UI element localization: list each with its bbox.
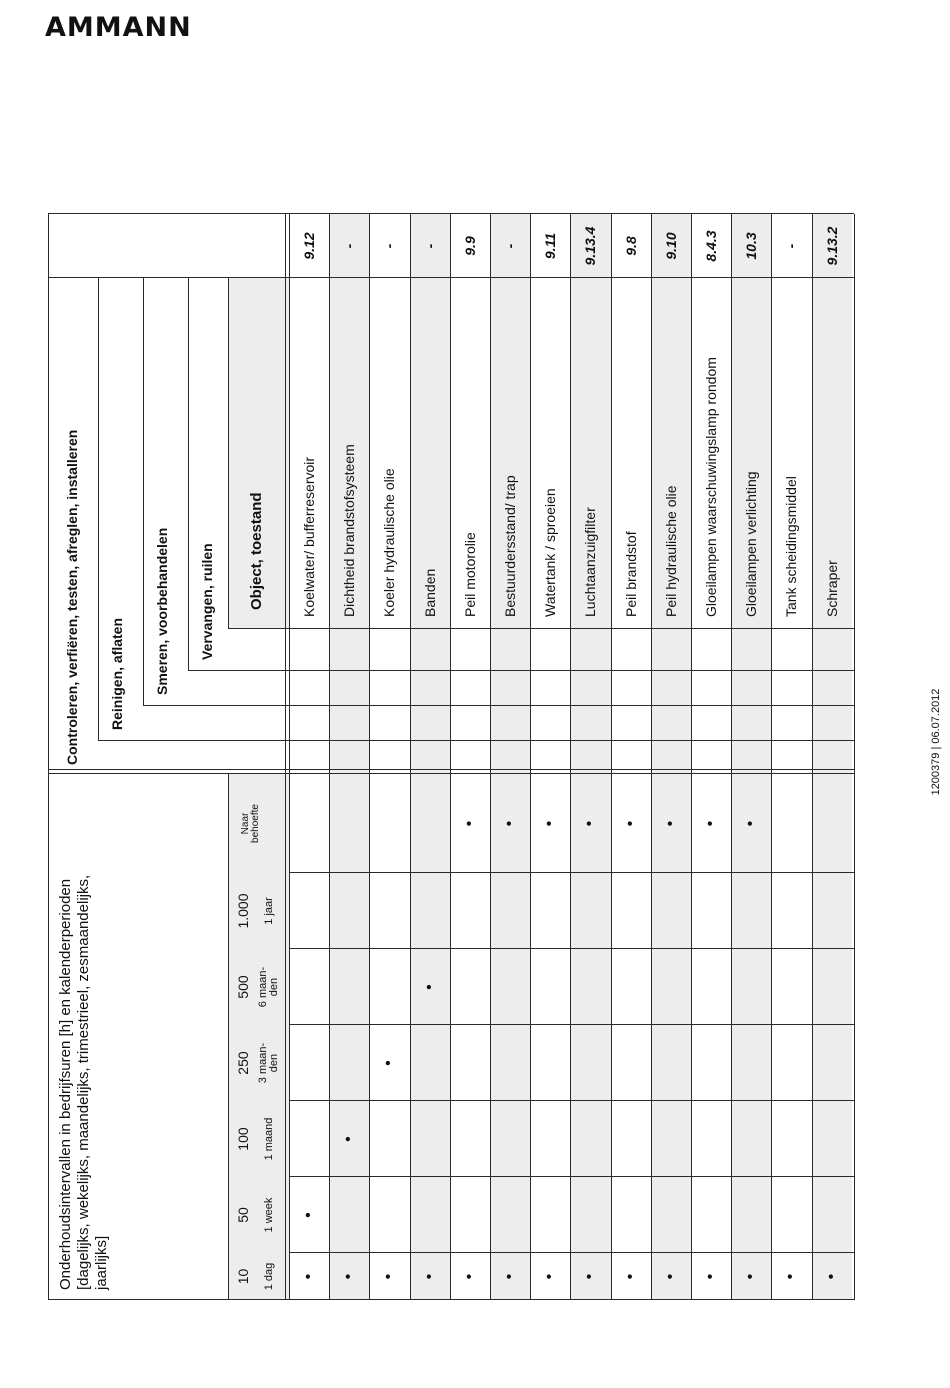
interval-hours: 500: [235, 975, 251, 999]
grid-line: [289, 1176, 854, 1177]
reference-chapter: 9.8: [622, 236, 639, 256]
reference-chapter: 9.10: [662, 232, 679, 260]
interval-mark: •: [420, 984, 438, 990]
ammann-logo: AMMANN: [45, 12, 192, 43]
object-name: Gloeilampen waarschuwingslamp rondom: [703, 357, 720, 617]
interval-mark: •: [460, 1273, 478, 1280]
interval-mark: •: [541, 1273, 559, 1280]
object-name: Schraper: [823, 560, 840, 617]
object-name: Koeler hydraulische olie: [381, 468, 398, 617]
interval-mark: •: [420, 1273, 438, 1280]
reference-chapter: 9.13.4: [582, 226, 599, 266]
document-id: 1200379 | 06.07.2012: [930, 688, 942, 796]
grid-line: [188, 278, 189, 671]
grid-line: [854, 214, 855, 1300]
interval-mark: •: [501, 1273, 519, 1280]
interval-hours: 1.000: [235, 893, 251, 929]
interval-period: 6 maan- den: [257, 966, 280, 1008]
interval-mark: •: [702, 1273, 720, 1280]
reference-chapter: -: [502, 243, 519, 249]
grid-line: [651, 214, 652, 1300]
interval-mark: •: [581, 820, 599, 827]
object-name: Tank scheidingsmiddel: [783, 476, 800, 617]
reference-chapter: 9.12: [301, 232, 318, 260]
table-title-line: jaarlijks]: [92, 1235, 110, 1290]
object-header: Object, toestand: [247, 492, 265, 610]
interval-mark: •: [661, 820, 679, 827]
grid-line: [410, 214, 411, 1300]
interval-mark: •: [340, 1273, 358, 1280]
interval-mark: •: [742, 820, 760, 827]
interval-mark: •: [501, 820, 519, 827]
grid-line: [48, 769, 854, 770]
interval-mark: •: [581, 1273, 599, 1280]
interval-mark: •: [742, 1273, 760, 1280]
interval-hours: 50: [235, 1207, 251, 1223]
grid-line: [369, 214, 370, 1300]
object-name: Peil hydraulische olie: [662, 485, 679, 617]
grid-line: [188, 670, 854, 671]
object-name: Banden: [421, 568, 438, 617]
grid-line: [143, 278, 144, 706]
activity-header: Smeren, voorbehandelen: [154, 527, 170, 695]
reference-chapter: 8.4.3: [703, 230, 720, 262]
reference-chapter: -: [421, 243, 438, 249]
reference-chapter: -: [341, 243, 358, 249]
interval-mark: •: [702, 820, 720, 827]
reference-chapter: -: [381, 243, 398, 249]
interval-mark: •: [380, 1273, 398, 1280]
interval-hours: 100: [235, 1127, 251, 1151]
interval-mark: •: [340, 1136, 358, 1142]
grid-line: [490, 214, 491, 1300]
table-title-line: [dagelijks, wekelijks, maandelijks, trimestrieel, zesmaandelijks,: [74, 874, 92, 1290]
grid-line: [289, 948, 854, 949]
grid-line: [570, 214, 571, 1300]
interval-mark: •: [822, 1273, 840, 1280]
row-shading: [490, 214, 530, 1300]
object-name: Bestuurdersstand/ trap: [502, 475, 519, 617]
grid-line: [48, 214, 49, 1300]
interval-hours: 250: [235, 1051, 251, 1075]
object-name: Luchtaanzuigfilter: [582, 507, 599, 617]
grid-line: [285, 214, 286, 1300]
interval-mark: •: [621, 820, 639, 827]
grid-line: [771, 214, 772, 1300]
activity-header: Vervangen, ruilen: [199, 543, 215, 660]
interval-mark: •: [782, 1273, 800, 1280]
row-shading: [812, 214, 852, 1300]
grid-line: [812, 214, 813, 1300]
row-shading: [651, 214, 691, 1300]
interval-period: 1 dag: [262, 1262, 275, 1291]
grid-line: [731, 214, 732, 1300]
grid-line: [228, 774, 229, 1300]
grid-line: [611, 214, 612, 1300]
interval-hours: 10: [235, 1268, 251, 1285]
object-name: Gloeilampen verlichting: [743, 471, 760, 617]
interval-mark: •: [460, 820, 478, 827]
interval-mark: •: [300, 1273, 318, 1280]
interval-period: 1 maand: [262, 1117, 275, 1161]
interval-mark: •: [380, 1060, 398, 1066]
grid-line: [289, 214, 290, 1300]
grid-line: [228, 278, 229, 629]
interval-period: 3 maan- den: [257, 1042, 280, 1084]
grid-line: [450, 214, 451, 1300]
row-shading: [570, 214, 610, 1300]
reference-chapter: 9.13.2: [823, 226, 840, 266]
activity-header: Reinigen, aflaten: [109, 617, 125, 730]
row-shading: [731, 214, 771, 1300]
interval-mark: •: [541, 820, 559, 827]
reference-chapter: 10.3: [743, 232, 760, 260]
grid-line: [98, 740, 854, 741]
interval-mark: •: [661, 1273, 679, 1280]
grid-line: [530, 214, 531, 1300]
interval-period: 1 jaar: [262, 897, 275, 925]
object-name: Dichtheid brandstofsysteem: [341, 444, 358, 617]
interval-period: Naar behoefte: [240, 804, 261, 843]
row-shading: [410, 214, 450, 1300]
object-name: Peil motorolie: [461, 532, 478, 617]
interval-mark: •: [621, 1273, 639, 1280]
object-name: Koelwater/ bufferreservoir: [301, 456, 318, 617]
reference-chapter: 9.11: [542, 232, 559, 260]
table-title-line: Onderhoudsintervallen in bedrijfsuren [h] en kalenderperioden: [56, 878, 74, 1290]
grid-line: [98, 278, 99, 741]
reference-chapter: -: [783, 243, 800, 249]
grid-line: [228, 628, 854, 629]
interval-period: 1 week: [262, 1197, 275, 1233]
object-name: Peil brandstof: [622, 531, 639, 617]
grid-line: [143, 705, 854, 706]
activity-header: Controleren, verfiëren, testen, afreglen, installeren: [64, 429, 80, 765]
reference-chapter: 9.9: [461, 236, 478, 256]
interval-mark: •: [300, 1212, 318, 1218]
maintenance-table: [48, 214, 854, 1300]
object-name: Watertank / sproeien: [542, 488, 559, 617]
